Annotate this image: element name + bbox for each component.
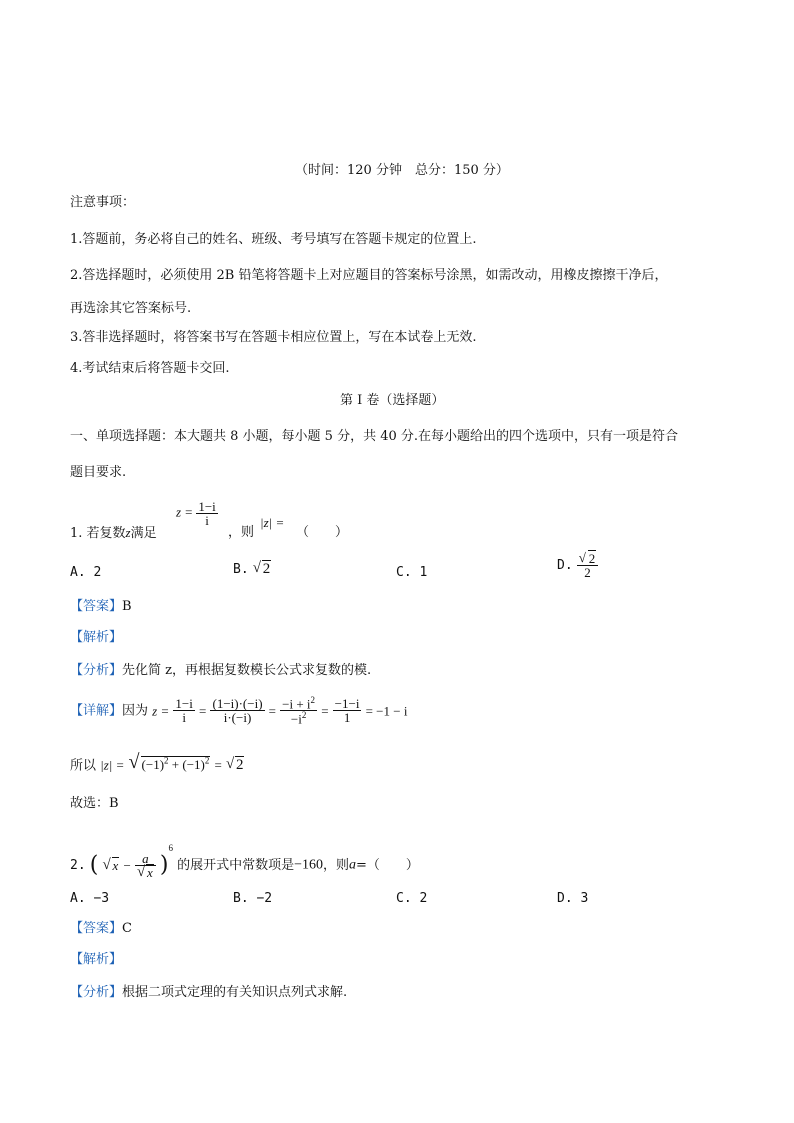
q1-option-b-sqrt: √ 2 (252, 560, 271, 577)
q2-analysis (70, 986, 347, 999)
q1-fraction (196, 500, 217, 527)
notice-item-2-cont: 再选涂其它答案标号. (70, 301, 192, 316)
notice-item-2: 2.答选择题时，必须使用 2B 铅笔将答题卡上对应题目的答案标号涂黑，如需改动，用橡皮擦擦干净后， (70, 268, 668, 283)
q2-analysis-label: 【解析】 (70, 952, 123, 967)
section-instructions-1: 一、单项选择题：本大题共 8 小题，每小题 5 分，共 40 分.在每小题给出的四个选项中，只有一项是符合 (70, 429, 679, 444)
notice-title: 注意事项： (70, 195, 136, 210)
q1-detail-eq-2: = (268, 703, 277, 719)
q2-stem: 2. ( √ x − a √ x )$^6$ 的展开式中常数项是−160，则a=（ ） (70, 843, 419, 880)
q2-minus: − (123, 858, 131, 873)
q2-then: ，则 (323, 858, 350, 873)
q1-detail-frac-2: $\frac{(1-i)\cdot(-i)}{i\cdot(-i)}$ (212, 696, 263, 726)
q2-answer-value: C (122, 921, 132, 936)
q1-eq-z: z = (176, 504, 194, 520)
q1-choice: 故选：B (70, 796, 119, 811)
q2-analysis-text: 根据二项式定理的有关知识点列式求解. (122, 985, 348, 1000)
q2-option-a: A. −3 (70, 891, 110, 906)
section-title: 第 I 卷（选择题） (340, 393, 445, 408)
q1-equation (176, 500, 218, 527)
q1-analysis-label: 【解析】 (70, 630, 123, 645)
exam-info: （时间：120 分钟 总分：150 分） (295, 163, 509, 178)
q1-answer-value: B (122, 599, 132, 614)
q1-stem (70, 526, 157, 540)
q2-answer-label: 【答案】 (70, 921, 123, 936)
q2-answer (70, 922, 132, 935)
q1-option-c: C. 1 (396, 565, 428, 580)
q1-detail-result: = −1 − i (365, 703, 408, 719)
q1-detail-frac-1: $\frac{1-i}{i}$ (175, 696, 193, 726)
q1-detail-z: z = (152, 703, 170, 719)
q1-option-b (233, 562, 271, 577)
q2-prefix: 2. (70, 858, 86, 873)
q1-detail-frac-3: $\frac{-i + i^2}{-i^2}$ (282, 695, 316, 727)
q1-answer (70, 600, 132, 613)
q1-answer-label: 【答案】 (70, 599, 123, 614)
q1-so-val: √ 2 (225, 756, 244, 774)
q1-option-b-label: B. (233, 562, 249, 577)
q1-prefix: 1. 若复数 (70, 526, 126, 541)
q2-option-d: D. 3 (557, 891, 589, 906)
q2-fraction: a √ x (135, 852, 156, 879)
q1-numerator: 1−i (198, 499, 216, 514)
q2-option-b: B. −2 (233, 891, 273, 906)
q2-sqrt-x: √ x (102, 857, 119, 873)
q1-detail-prefix: 因为 (122, 703, 149, 719)
q1-option-a: A. 2 (70, 565, 102, 580)
q1-abs-z: |z| = (260, 515, 285, 530)
section-instructions-2: 题目要求. (70, 465, 127, 480)
q2-power: 6 (168, 843, 173, 853)
q1-option-d-fraction: √ 2 2 (577, 552, 599, 579)
q1-detail (70, 696, 407, 726)
q1-detail-frac-4: $\frac{-1-i}{1}$ (334, 696, 360, 726)
q1-option-d-label: D. (557, 558, 573, 573)
q1-detail-eq-1: = (199, 703, 207, 719)
q1-analysis-text: 先化简 z，再根据复数模长公式求复数的模. (122, 663, 372, 678)
q2-eq-blank: =（ ） (356, 858, 419, 873)
q1-so-prefix: 所以 (70, 758, 97, 774)
q1-so-sqrt: √ $(-1)^2 + (-1)^2$ (128, 751, 210, 773)
notice-item-4: 4.考试结束后将答题卡交回. (70, 361, 230, 376)
q1-analysis (70, 664, 371, 677)
q1-then: ，则 (228, 525, 255, 540)
q1-var-z: z (125, 525, 131, 540)
q1-satisfy: 满足 (130, 526, 157, 541)
q1-fenxi-label: 【分析】 (70, 663, 123, 678)
q1-so-eq: = (214, 757, 222, 773)
q1-xiangjie-label: 【详解】 (70, 703, 123, 719)
notice-item-3: 3.答非选择题时，将答案书写在答题卡相应位置上，写在本试卷上无效. (70, 330, 477, 345)
q1-denominator: i (196, 513, 217, 527)
notice-item-1: 1.答题前，务必将自己的姓名、班级、考号填写在答题卡规定的位置上. (70, 232, 477, 247)
q1-modulus (70, 751, 244, 774)
q2-fenxi-label: 【分析】 (70, 985, 123, 1000)
q2-value: −160 (294, 857, 324, 873)
q2-var-a: a (349, 857, 357, 873)
q1-option-d (557, 552, 598, 579)
q1-blank: （ ） (296, 525, 349, 540)
q1-so-abs: |z| = (100, 757, 125, 773)
q2-option-c: C. 2 (396, 891, 428, 906)
q2-text: 的展开式中常数项是 (177, 858, 295, 873)
q1-detail-eq-3: = (321, 703, 329, 719)
